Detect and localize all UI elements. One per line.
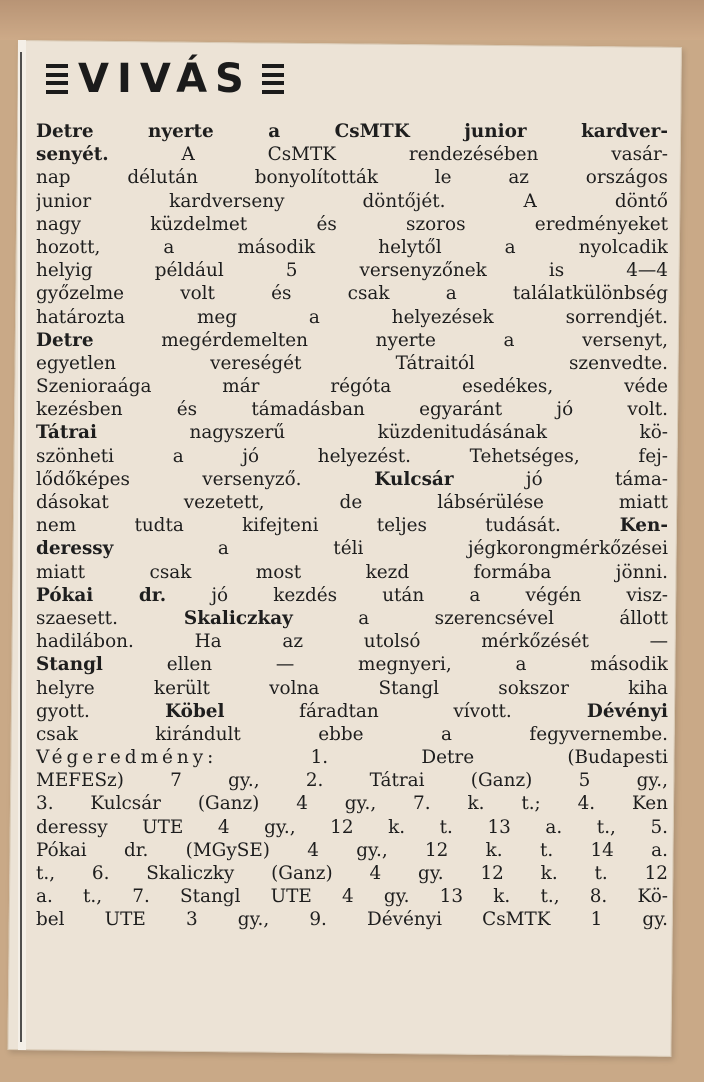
text-segment: hadilábon. Ha az utolsó mérkőzését — bbox=[36, 631, 668, 653]
section-header bbox=[36, 54, 294, 104]
article-line bbox=[36, 398, 668, 421]
article-line bbox=[36, 491, 668, 514]
text-segment: egyetlen vereségét Tátraitól szenvedte. bbox=[36, 352, 668, 374]
article-line bbox=[36, 885, 668, 908]
text-segment: t., 6. Skaliczky (Ganz) 4 gy. 12 k. t. 12 bbox=[36, 863, 668, 884]
text-segment: miatt csak most kezd formába jönni. bbox=[36, 561, 668, 583]
text-segment: MEFESz) 7 gy., 2. Tátrai (Ganz) 5 gy., bbox=[36, 770, 668, 792]
text-segment: dásokat vezetett, de lábsérülése miatt bbox=[36, 492, 668, 513]
article-line bbox=[36, 839, 668, 862]
text-segment: a téli jégkorongmérkőzései bbox=[113, 538, 668, 560]
bold-text-segment: Skaliczkay bbox=[117, 607, 293, 629]
article-line bbox=[36, 746, 668, 769]
text-segment: A CsMTK rendezésében vasár- bbox=[108, 144, 668, 166]
article-body bbox=[36, 120, 668, 932]
text-segment: kezésben és támadásban egyaránt jó volt. bbox=[36, 399, 668, 421]
article-line bbox=[36, 236, 668, 259]
article-line bbox=[36, 677, 668, 700]
article-line bbox=[36, 213, 668, 236]
bold-text-segment: Tátrai bbox=[36, 422, 97, 444]
text-segment: 1. Detre (Budapesti bbox=[217, 747, 668, 769]
article-line bbox=[36, 352, 668, 375]
article-line bbox=[36, 723, 668, 746]
article-line bbox=[36, 908, 668, 931]
text-segment: 3. Kulcsár (Ganz) 4 gy., 7. k. t.; 4. Ken bbox=[36, 793, 668, 815]
article-line bbox=[36, 166, 668, 189]
background bbox=[0, 0, 704, 40]
article-line bbox=[36, 630, 668, 653]
text-segment: határozta meg a helyezések sorrendjét. bbox=[36, 306, 668, 328]
article-line bbox=[36, 537, 668, 560]
text-segment: nem tudta kifejteni teljes tudását. bbox=[36, 515, 561, 537]
text-segment: lődőképes versenyző. bbox=[36, 468, 302, 490]
header-left-ornament-icon bbox=[46, 64, 68, 94]
text-segment: deressy UTE 4 gy., 12 k. t. 13 a. t., 5. bbox=[36, 816, 668, 838]
article-line bbox=[36, 653, 668, 676]
section-title: VIVÁS bbox=[78, 56, 252, 102]
article-line bbox=[36, 792, 668, 815]
text-segment: a szerencsével állott bbox=[292, 607, 668, 629]
bold-text-segment: Stangl bbox=[36, 654, 103, 676]
text-segment: ellen — megnyeri, a második bbox=[102, 654, 668, 676]
text-segment: szönheti a jó helyezést. Tehetséges, fej- bbox=[36, 445, 668, 467]
text-segment: győzelme volt és csak a találatkülönbség bbox=[36, 283, 668, 305]
bold-text-segment: Detre bbox=[36, 329, 94, 351]
text-segment: hozott, a második helytől a nyolcadik bbox=[36, 236, 668, 258]
article-line bbox=[36, 120, 668, 143]
article-line bbox=[36, 375, 668, 398]
text-segment: Végeredmény: bbox=[36, 747, 218, 769]
text-segment: nagy küzdelmet és szoros eredményeket bbox=[36, 213, 668, 235]
column-rule bbox=[20, 52, 22, 1042]
text-segment: csak kirándult ebbe a fegyvernembe. bbox=[36, 723, 668, 745]
text-segment: jó kezdés után a végén visz- bbox=[166, 584, 668, 606]
text-segment: Szenioraága már régóta esedékes, véde bbox=[36, 376, 668, 398]
text-segment: jó táma- bbox=[453, 468, 668, 490]
bold-text-segment: Köbel bbox=[89, 700, 225, 722]
text-segment: szaesett. bbox=[36, 607, 118, 629]
article-line bbox=[36, 769, 668, 792]
article-line bbox=[36, 607, 668, 630]
bold-text-segment: Detre nyerte a CsMTK junior kardver- bbox=[36, 121, 668, 142]
article-line bbox=[36, 816, 668, 839]
article-line bbox=[36, 561, 668, 584]
article-line bbox=[36, 584, 668, 607]
text-segment: a. t., 7. Stangl UTE 4 gy. 13 k. t., 8. Kö- bbox=[36, 886, 668, 908]
text-segment: gyott. bbox=[36, 700, 90, 722]
bold-text-segment: Dévényi bbox=[511, 700, 668, 722]
article-line bbox=[36, 143, 668, 166]
article-line bbox=[36, 282, 668, 305]
article-line bbox=[36, 259, 668, 282]
text-segment: helyre került volna Stangl sokszor kiha bbox=[36, 677, 668, 699]
text-segment: nap délután bonyolították le az országos bbox=[36, 167, 668, 189]
bold-text-segment: Pókai dr. bbox=[36, 584, 167, 606]
article-line bbox=[36, 190, 668, 213]
bold-text-segment: senyét. bbox=[36, 144, 109, 166]
text-segment: Pókai dr. (MGySE) 4 gy., 12 k. t. 14 a. bbox=[36, 839, 668, 861]
text-segment: bel UTE 3 gy., 9. Dévényi CsMTK 1 gy. bbox=[36, 909, 668, 931]
article-line bbox=[36, 421, 668, 444]
bold-text-segment: Kulcsár bbox=[301, 468, 454, 490]
header-right-ornament-icon bbox=[262, 64, 284, 94]
article-line bbox=[36, 468, 668, 491]
text-segment: nagyszerű küzdenitudásának kö- bbox=[96, 422, 668, 444]
article-line bbox=[36, 862, 668, 885]
article-line bbox=[36, 306, 668, 329]
article-line bbox=[36, 329, 668, 352]
bold-text-segment: deressy bbox=[36, 538, 114, 560]
bold-text-segment: Ken- bbox=[560, 515, 668, 537]
text-segment: fáradtan vívott. bbox=[224, 700, 512, 722]
text-segment: megérdemelten nyerte a versenyt, bbox=[93, 329, 668, 351]
article-line bbox=[36, 700, 668, 723]
text-segment: helyig például 5 versenyzőnek is 4—4 bbox=[36, 260, 668, 282]
article-line bbox=[36, 514, 668, 537]
text-segment: junior kardverseny döntőjét. A döntő bbox=[36, 190, 668, 212]
article-line bbox=[36, 445, 668, 468]
